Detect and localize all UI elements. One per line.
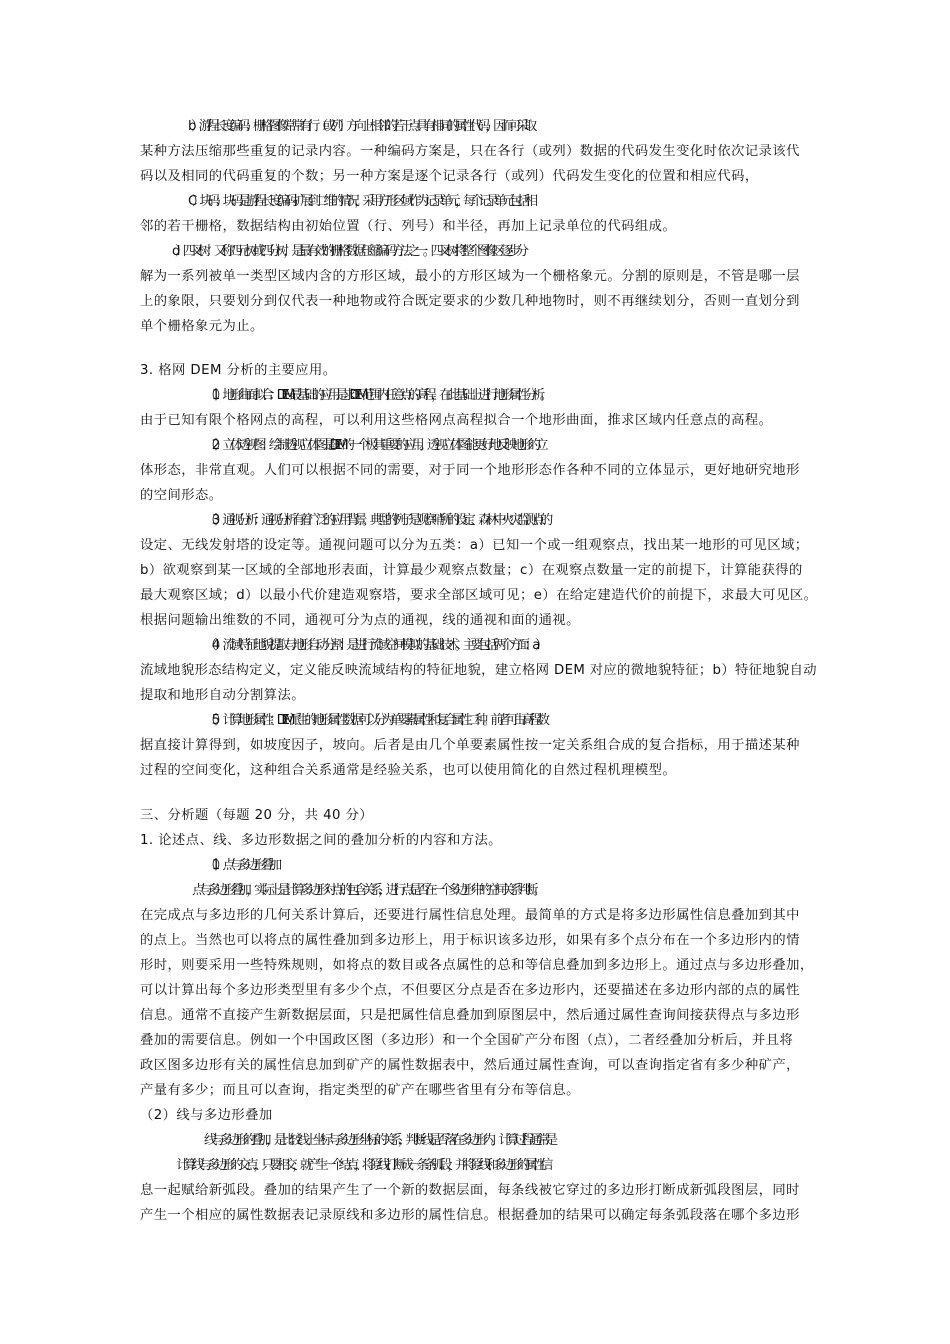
text-line: 邻的若干栅格，数据结构由初始位置（行、列号）和半径，再加上记录单位的代码组成。 [140, 219, 677, 234]
text-line: 单个栅格象元为止。 [140, 319, 264, 334]
text-line: 由于已知有限个格网点的高程，可以利用这些格网点高程拟合一个地形曲面，推求区域内任意点的高程。 [140, 413, 773, 428]
subsection-heading: （1）点与多边形叠加 [204, 858, 277, 873]
text-line: 过程的空间变化，这种组合关系通常是经验关系，也可以使用简化的自然过程机理模型。 [140, 763, 677, 778]
text-line: b）欲观察到某一区域的全部地形表面，计算最少观察点数量；c）在观察点数量一定的前提下，计算能获得的 [140, 563, 803, 578]
text-line: （2）立体透视图：绘制透视立体图是 DEM 的一个极其重要的应用。透视立体图能更好地反映地形的立 [204, 438, 544, 453]
text-line: （3）通视分析：通视分析有着广泛的应用背景。典型的例子是观察哨所的设定、森林中火灾监测点的 [204, 513, 548, 528]
text-line: 形时，则要采用一些特殊规则，如将点的数目或各点属性的总和等信息叠加到多边形上。通过点与多边形叠加， [140, 958, 814, 973]
text-line: 信息。通常不直接产生新数据层面，只是把属性信息叠加到原图层中，然后通过属性查询间接获得点与多边形 [140, 1008, 800, 1023]
text-line: 点与多边形叠加，实际上是计算多边形对点的包含关系，进行点是否在一个多边形中的空间关系判断。 [192, 883, 541, 898]
text-line: 提取和地形自动分割算法。 [140, 688, 305, 703]
text-line: 流域地貌形态结构定义，定义能反映流域结构的特征地貌，建立格网 DEM 对应的微地貌特征；b）特征地貌自动 [140, 663, 817, 678]
text-line: 可以计算出每个多边形类型里有多少个点，不但要区分点是否在多边形内，还要描述在多边形内部的点的属性 [140, 983, 800, 998]
question-title: 1. 论述点、线、多边形数据之间的叠加分析的内容和方法。 [140, 833, 502, 848]
text-line: b）游程长度编码：栅格图像常常有行（或列）方向上相邻的若干点具有相同的属性代码，因而可采取 [188, 119, 532, 134]
text-line: 体形态，非常直观。人们可以根据不同的需要，对于同一个地形形态作各种不同的立体显示，更好地研究地形 [140, 463, 800, 478]
text-line: 某种方法压缩那些重复的记录内容。一种编码方案是，只在各行（或列）数据的代码发生变化时依次记录该代 [140, 144, 800, 159]
text-line: 解为一系列被单一类型区域内含的方形区域，最小的方形区域为一个栅格象元。分割的原则是，不管是哪一层 [140, 269, 800, 284]
text-line: 的空间形态。 [140, 488, 223, 503]
text-line: 叠加的需要信息。例如一个中国政区图（多边形）和一个全国矿产分布图（点），二者经叠加分析后，并且将 [140, 1033, 794, 1048]
text-line: （5）计算地形属性：DEM 派生的地形属性数据可以分为单要素属性和复合属性二种。前者可由高程数 [204, 713, 545, 728]
text-line: 在完成点与多边形的几何关系计算后，还要进行属性信息处理。最简单的方式是将多边形属性信息叠加到其中 [140, 908, 800, 923]
text-line: 上的象限，只要划分到仅代表一种地物或符合既定要求的少数几种地物时，则不再继续划分，否则一直划分到 [140, 294, 800, 309]
text-line: 产量有多少；而且可以查询，指定类型的矿产在哪些省里有分布等信息。 [140, 1083, 580, 1098]
text-line: 政区图多边形有关的属性信息加到矿产的属性数据表中，然后通过属性查询，可以查询指定省有多少种矿产， [140, 1058, 800, 1073]
text-line: 最大观察区域；d）以最小代价建造观察塔，要求全部区域可见；e）在给定建造代价的前提下，求最大可见区。 [140, 588, 818, 603]
text-line: 码以及相同的代码重复的个数；另一种方案是逐个记录各行（或列）代码发生变化的位置和相应代码， [140, 169, 759, 184]
subsection-heading: 线与多边形的叠加，是比较线上坐标与多边形坐标的关系，判断线是否落在多边形内。计算过程通常是 [204, 1133, 553, 1148]
text-line: 产生一个相应的属性数据表记录原线和多边形的属性信息。根据叠加的结果可以确定每条弧段落在哪个多边形 [140, 1208, 800, 1223]
text-line: d）四叉树：又称四元树或四分树，是最有效的栅格数据压缩编码方法之一。四叉树将整个图像区逐步分 [172, 244, 524, 259]
text-line: C）块码：块码是游程长度编码扩展到二维的情况，采用方形区域作为记录单元，每个记录单元包括相 [188, 194, 533, 209]
text-line: （4）流域特征地貌提取与地形自动分割：是进行流域空间模拟的基础技术。主要包括两个方面：a） [204, 638, 543, 653]
text-line: （1）地形曲面拟合：DEM 最基础的应用是求 DEM 范围内任意点的高程，在此基础上进行地形属性分析。 [204, 388, 548, 403]
text-line: 据直接计算得到，如坡度因子，坡向。后者是由几个单要素属性按一定关系组合成的复合指标，用于描述某种 [140, 738, 800, 753]
text-line: 根据问题输出维数的不同，通视可分为点的通视，线的通视和面的通视。 [140, 613, 580, 628]
text-line: 设定、无线发射塔的设定等。通视问题可以分为五类：a）已知一个或一组观察点，找出某一地形的可见区域； [140, 538, 809, 553]
section-heading: 三、分析题（每题 20 分，共 40 分） [140, 808, 374, 823]
text-line: 的点上。当然也可以将点的属性叠加到多边形上，用于标识该多边形，如果有多个点分布在一个多边形内的情 [140, 933, 800, 948]
section-heading: 3. 格网 DEM 分析的主要应用。 [140, 363, 337, 378]
text-line: 计算线与多边形的交点，只要相交，就产生一个结点，将原线打断成一条条弧段，并将原线和多边形的属性信 [176, 1158, 548, 1173]
text-line: 息一起赋给新弧段。叠加的结果产生了一个新的数据层面，每条线被它穿过的多边形打断成新弧段图层，同时 [140, 1183, 800, 1198]
text-line: （2）线与多边形叠加 [140, 1108, 273, 1123]
